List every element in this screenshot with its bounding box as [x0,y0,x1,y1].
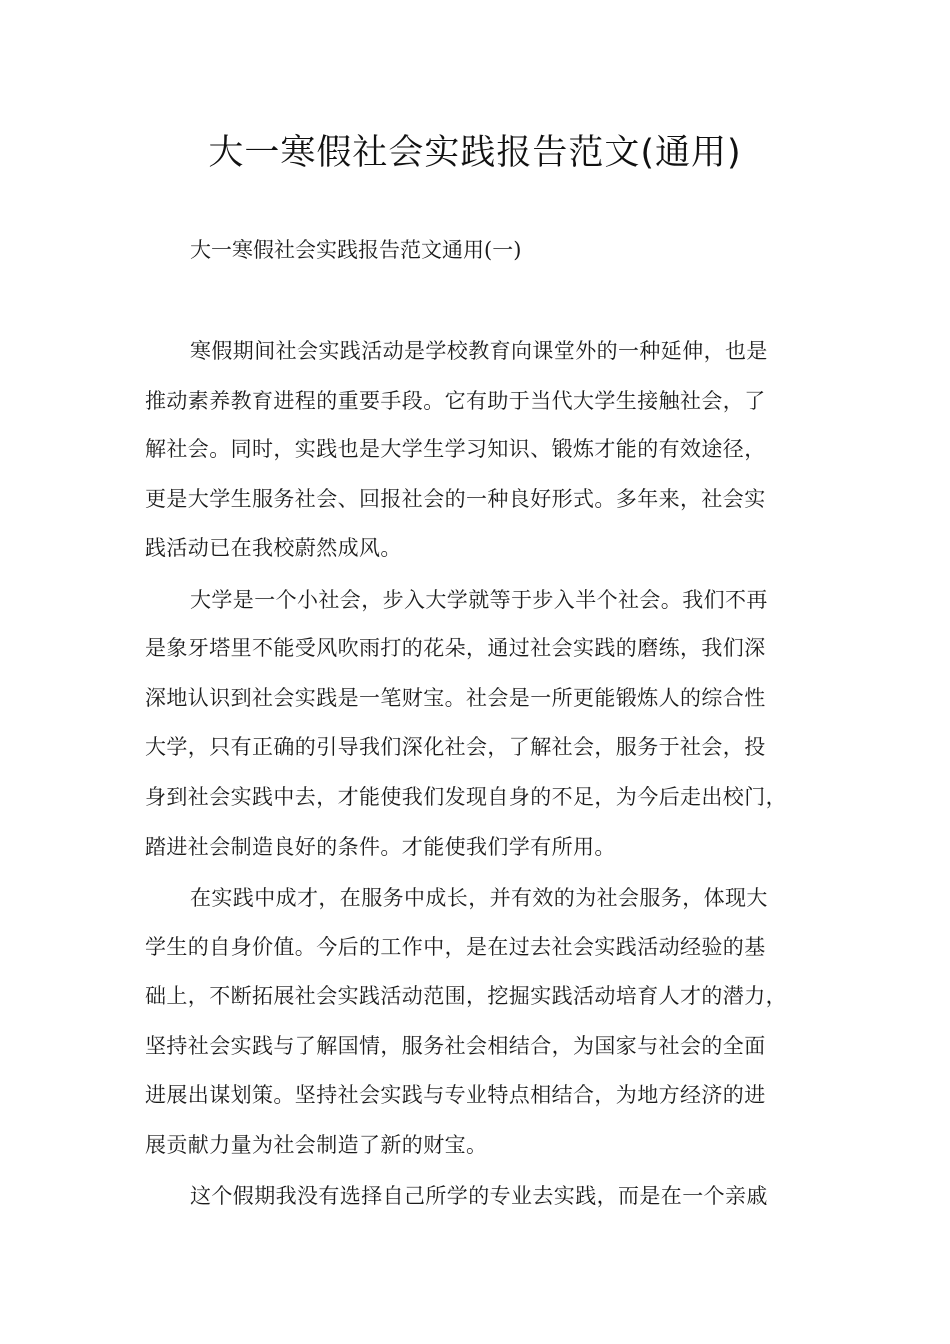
text-line: 础上，不断拓展社会实践活动范围，挖掘实践活动培育人才的潜力， [145,984,787,1008]
text-line: 进展出谋划策。坚持社会实践与专业特点相结合，为地方经济的进 [145,1083,766,1107]
text-line: 坚持社会实践与了解国情，服务社会相结合，为国家与社会的全面 [145,1034,766,1058]
text-line: 这个假期我没有选择自己所学的专业去实践，而是在一个亲戚 [190,1184,768,1208]
text-line: 大学是一个小社会，步入大学就等于步入半个社会。我们不再 [190,588,768,612]
text-line: 寒假期间社会实践活动是学校教育向课堂外的一种延伸，也是 [190,339,768,363]
text-line: 推动素养教育进程的重要手段。它有助于当代大学生接触社会，了 [145,389,766,413]
text-line: 踏进社会制造良好的条件。才能使我们学有所用。 [145,835,616,859]
document-title: 大一寒假社会实践报告范文(通用) [208,133,742,173]
section-heading: 大一寒假社会实践报告范文通用(一) [190,238,522,262]
text-line: 展贡献力量为社会制造了新的财宝。 [145,1133,488,1157]
text-line: 学生的自身价值。今后的工作中，是在过去社会实践活动经验的基 [145,935,766,959]
text-line: 深地认识到社会实践是一笔财宝。社会是一所更能锻炼人的综合性 [145,686,766,710]
text-line: 大学，只有正确的引导我们深化社会，了解社会，服务于社会，投 [145,735,766,759]
text-line: 践活动已在我校蔚然成风。 [145,536,402,560]
text-line: 更是大学生服务社会、回报社会的一种良好形式。多年来，社会实 [145,487,766,511]
text-line: 解社会。同时，实践也是大学生学习知识、锻炼才能的有效途径， [145,437,766,461]
text-line: 在实践中成才，在服务中成长，并有效的为社会服务，体现大 [190,886,768,910]
text-line: 身到社会实践中去，才能使我们发现自身的不足，为今后走出校门， [145,785,787,809]
text-line: 是象牙塔里不能受风吹雨打的花朵，通过社会实践的磨练，我们深 [145,636,766,660]
